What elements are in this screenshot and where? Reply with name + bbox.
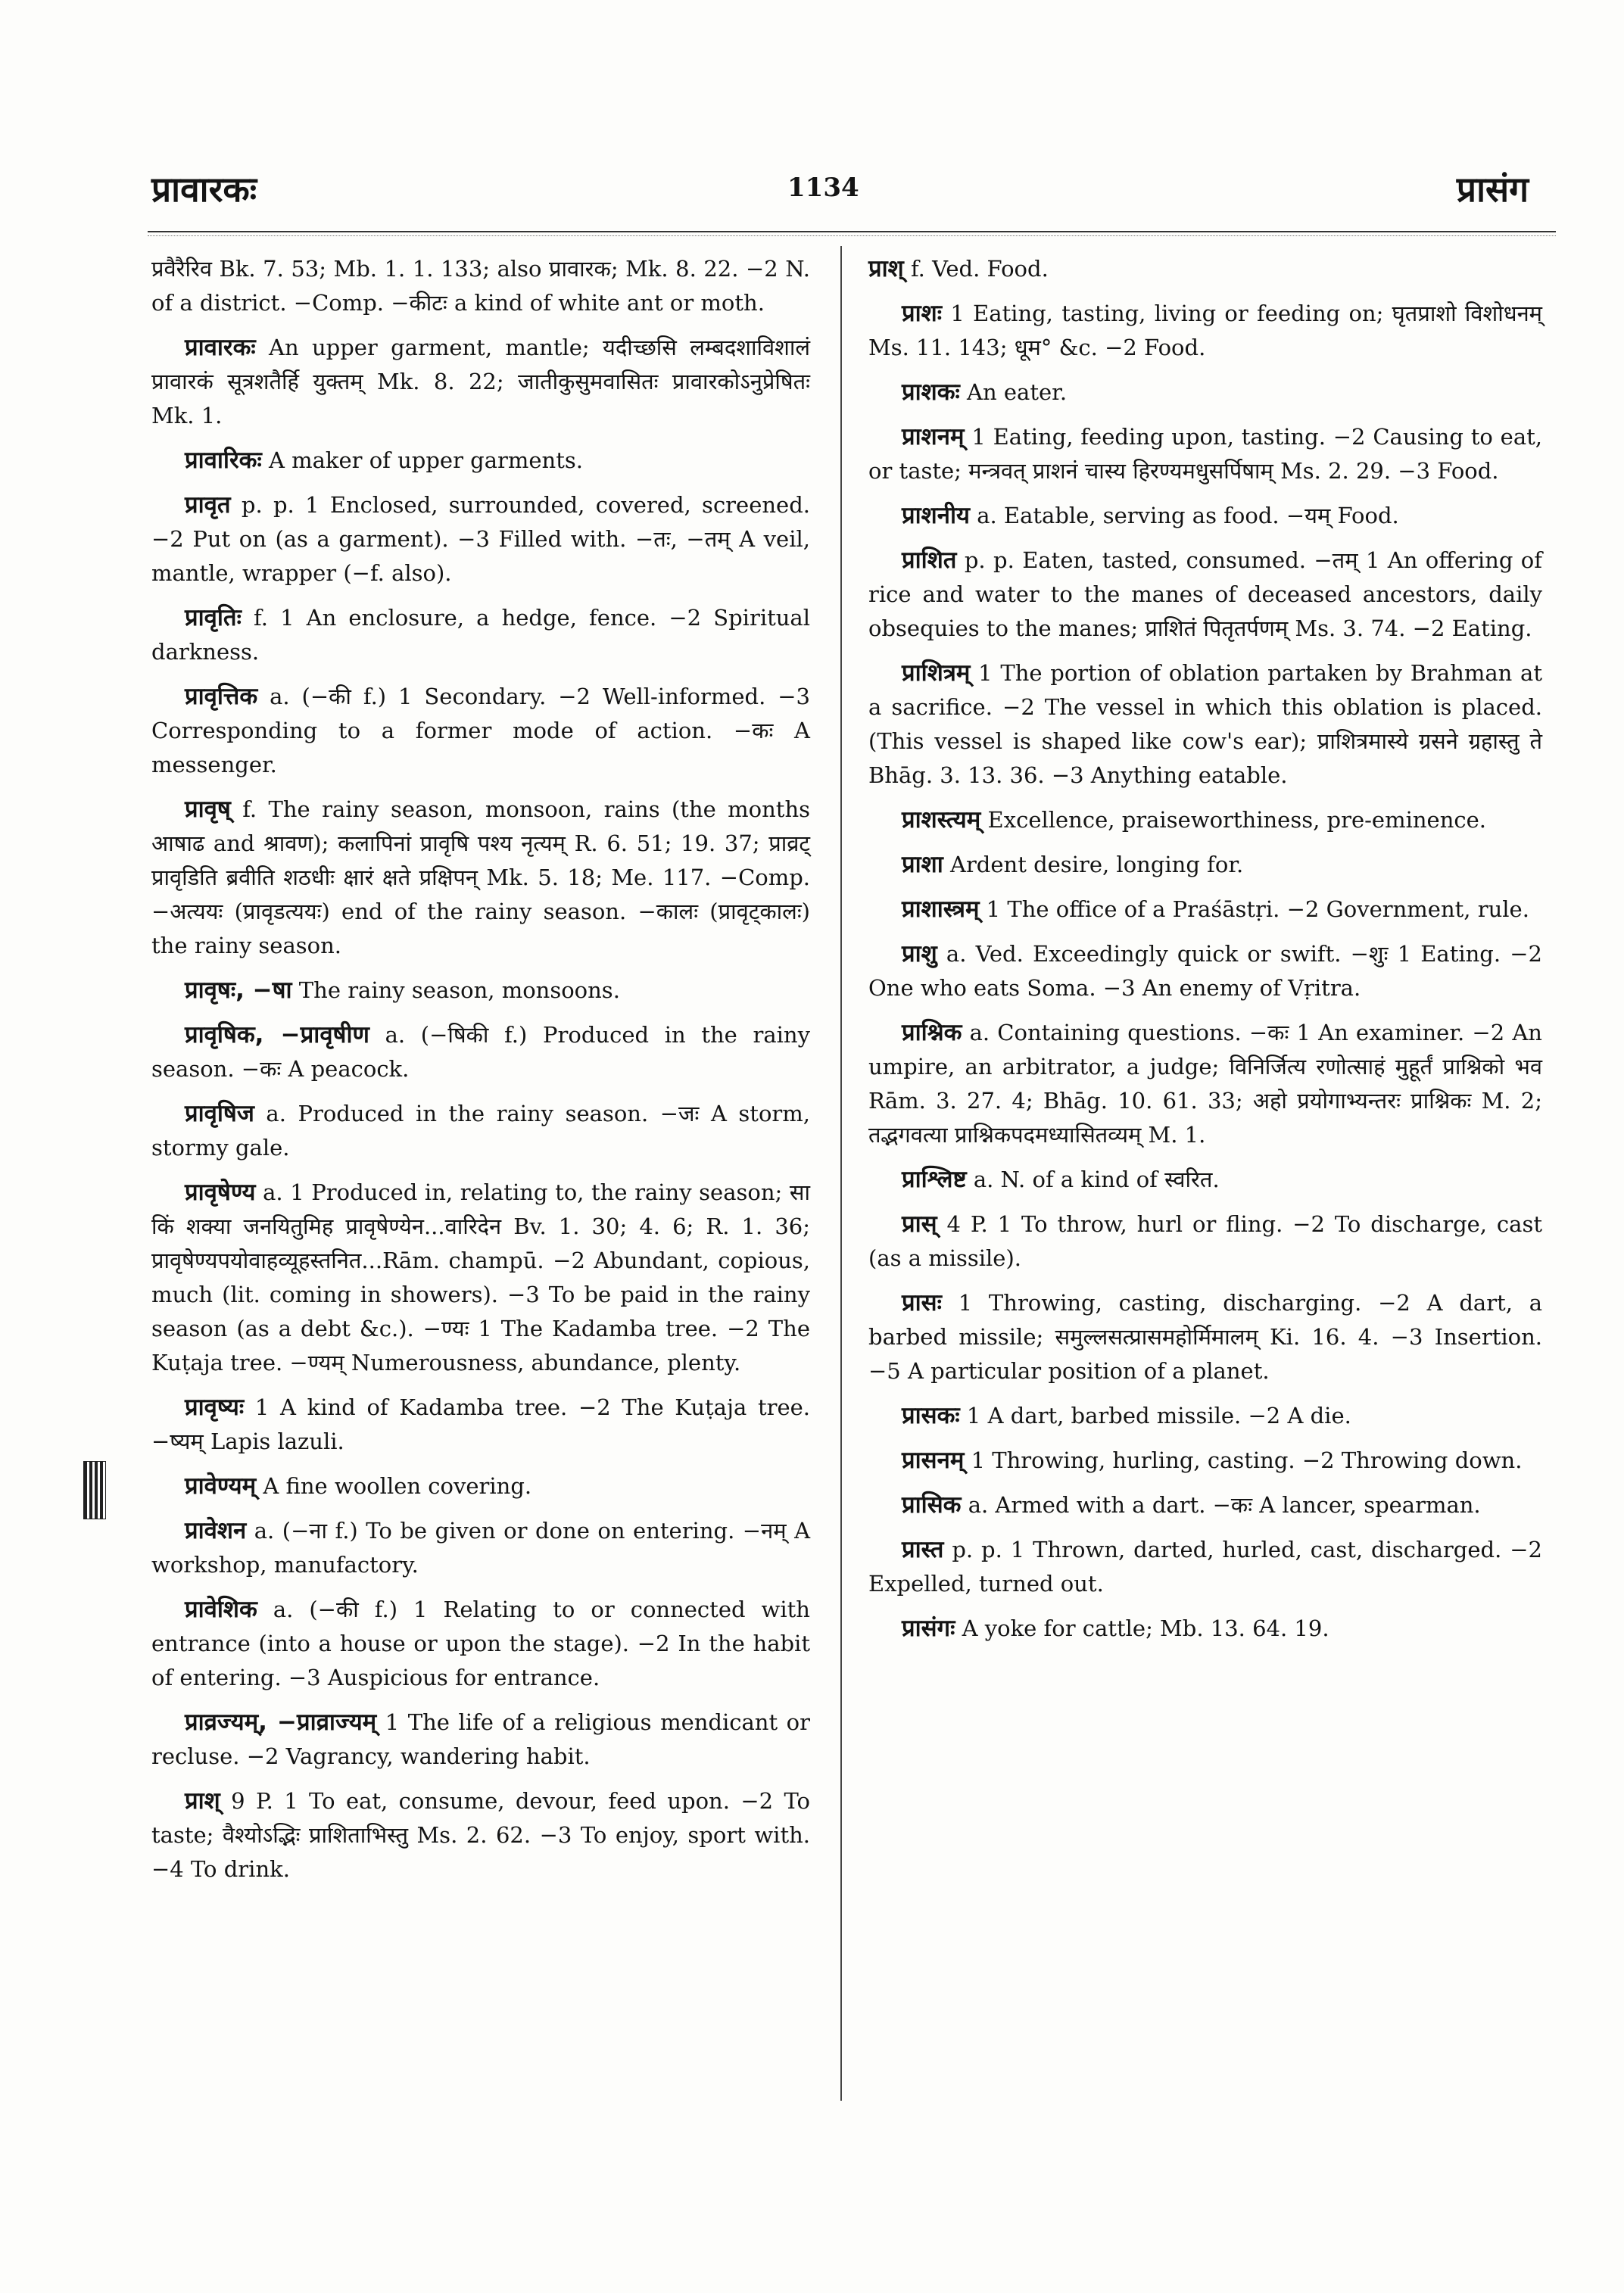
- dictionary-entry: [151, 1514, 810, 1582]
- column-divider: [840, 246, 842, 2101]
- dictionary-entry: [868, 848, 1542, 882]
- dictionary-entry: [151, 1706, 810, 1774]
- entry-definition: a. Containing questions. −कः 1 An examiner. −2 An umpire, an arbitrator, a judge; विनिर्जित्य रणोत्साहं मुहूर्तं प्राश्निको भव Rām. 3. 27. 4; Bhāg. 10. 61. 33; अहो प्रयोगाभ्यन्तरः प्राश्निकः M. 2; तद्भगवत्या प्राश्निकपदमध्यासितव्यम् M. 1.: [868, 1020, 1542, 1148]
- entry-definition: 1 Throwing, hurling, casting. −2 Throwing down.: [971, 1447, 1523, 1473]
- dictionary-entry: [151, 1784, 810, 1886]
- entry-headword: प्रास्: [902, 1210, 937, 1238]
- dictionary-entry: [868, 803, 1542, 837]
- dictionary-entry: [868, 1207, 1542, 1276]
- dictionary-entry: [151, 1593, 810, 1695]
- entry-definition: प्रवैरैरिव Bk. 7. 53; Mb. 1. 1. 133; also प्रावारक; Mk. 8. 22. −2 N. of a district. −Comp. −कीटः a kind of white ant or moth.: [151, 256, 810, 316]
- entry-definition: a. Eatable, serving as food. −यम् Food.: [977, 503, 1399, 528]
- dictionary-entry: [151, 1176, 810, 1380]
- dictionary-entry: [868, 544, 1542, 646]
- entry-headword: प्राश्: [185, 1787, 220, 1815]
- entry-definition: 4 P. 1 To throw, hurl or fling. −2 To discharge, cast (as a missile).: [868, 1211, 1542, 1271]
- dictionary-entry: [151, 1391, 810, 1459]
- entry-headword: प्रावारिकः: [185, 447, 262, 474]
- entry-headword: प्रासकः: [902, 1402, 960, 1429]
- dictionary-entry: [868, 1612, 1542, 1646]
- entry-headword: प्राशनम्: [902, 423, 965, 450]
- dictionary-entry: [868, 499, 1542, 533]
- dictionary-entry: [868, 297, 1542, 365]
- running-head-right: प्रासंग: [1456, 169, 1529, 210]
- entry-headword: प्रावृष्: [185, 796, 231, 823]
- entry-definition: A fine woollen covering.: [263, 1473, 532, 1499]
- entry-headword: प्राशनीय: [902, 502, 970, 529]
- dictionary-entry: [151, 444, 810, 478]
- dictionary-entry: [868, 252, 1542, 286]
- dictionary-entry: [151, 1018, 810, 1086]
- dictionary-entry: [151, 974, 810, 1008]
- dictionary-entry: [868, 937, 1542, 1005]
- dictionary-entry: [151, 488, 810, 590]
- entry-definition: f. The rainy season, monsoon, rains (the months आषाढ and श्रावण); कलापिनां प्रावृषि पश्य नृत्यम् R. 6. 51; 19. 37; प्राव्रट् प्रावृडिति ब्रवीति शठधीः क्षारं क्षते प्रक्षिपन् Mk. 5. 18; Me. 117. −Comp. −अत्ययः (प्रावृडत्ययः) end of the rainy season. −कालः (प्रावृट्कालः) the rainy season.: [151, 796, 811, 958]
- entry-headword: प्रावृतिः: [185, 604, 242, 631]
- entry-headword: प्रासः: [902, 1289, 942, 1316]
- dictionary-entry: [868, 375, 1542, 410]
- entry-headword: प्रावृषिक, −प्रावृषीण: [185, 1021, 369, 1048]
- dictionary-entry: [151, 331, 810, 433]
- entry-headword: प्रावेशिक: [185, 1596, 257, 1623]
- entry-definition: 1 The office of a Praśāstṛi. −2 Government, rule.: [986, 896, 1529, 922]
- entry-headword: प्राशस्त्यम्: [902, 806, 981, 833]
- entry-headword: प्राशित: [902, 547, 957, 574]
- entry-definition: An upper garment, mantle; यदीच्छसि लम्बदशाविशालं प्रावारकं सूत्रशतैर्हि युक्तम् Mk. 8. 22; जातीकुसुमवासितः प्रावारकोऽनुप्रेषितः Mk. 1.: [151, 335, 810, 428]
- dictionary-entry: [868, 420, 1542, 488]
- dictionary-entry: [868, 1444, 1542, 1478]
- dictionary-entry: [868, 1533, 1542, 1601]
- dictionary-entry: [868, 656, 1542, 793]
- entry-definition: p. p. 1 Enclosed, surrounded, covered, screened. −2 Put on (as a garment). −3 Filled with. −तः, −तम् A veil, mantle, wrapper (−f. also).: [151, 492, 810, 586]
- entry-definition: 1 A kind of Kadamba tree. −2 The Kuṭaja tree. −ष्यम् Lapis lazuli.: [151, 1394, 810, 1454]
- dictionary-entry: [151, 252, 810, 320]
- entry-headword: प्रावृषिज: [185, 1100, 254, 1127]
- entry-definition: 1 Eating, feeding upon, tasting. −2 Causing to eat, or taste; मन्त्रवत् प्राशनं चास्य हिरण्यमधुसर्पिषाम् Ms. 2. 29. −3 Food.: [868, 424, 1543, 484]
- right-column: [868, 252, 1542, 1656]
- entry-definition: 1 A dart, barbed missile. −2 A die.: [966, 1403, 1351, 1428]
- entry-definition: p. p. Eaten, tasted, consumed. −तम् 1 An offering of rice and water to the manes of deceased ancestors, daily obsequies to the manes; प्राशितं पितृतर्पणम् Ms. 3. 74. −2 Eating.: [868, 547, 1543, 641]
- running-head-left: प्रावारकः: [151, 169, 257, 210]
- entry-definition: An eater.: [967, 379, 1068, 405]
- entry-headword: प्रावारकः: [185, 334, 256, 361]
- entry-definition: a. N. of a kind of स्वरित.: [973, 1167, 1220, 1192]
- entry-definition: a. 1 Produced in, relating to, the rainy season; सा किं शक्या जनयितुमिह प्रावृषेण्येन...वारिदेन Bv. 1. 30; 4. 6; R. 1. 36; प्रावृषेण्यपयोवाहव्यूहस्तनित...Rām. champū. −2 Abundant, copious, much (lit. coming in showers). −3 To be paid in the rainy season (as a debt &c.). −ण्यः 1 The Kadamba tree. −2 The Kuṭaja tree. −ण्यम् Numerousness, abundance, plenty.: [151, 1179, 811, 1375]
- entry-headword: प्राव्रज्यम्, −प्राव्राज्यम्: [185, 1709, 377, 1736]
- entry-definition: p. p. 1 Thrown, darted, hurled, cast, discharged. −2 Expelled, turned out.: [868, 1537, 1542, 1597]
- dictionary-entry: [151, 680, 810, 782]
- entry-headword: प्राशः: [902, 300, 943, 327]
- entry-definition: a. Ved. Exceedingly quick or swift. −शुः 1 Eating. −2 One who eats Soma. −3 An enemy of Vṛitra.: [868, 941, 1542, 1001]
- entry-definition: A maker of upper garments.: [268, 447, 583, 473]
- header-rule-dotted: [148, 235, 1556, 236]
- entry-definition: a. (−की f.) 1 Secondary. −2 Well-informed. −3 Corresponding to a former mode of action. −कः A messenger.: [151, 684, 810, 777]
- entry-headword: प्रावेण्यम्: [185, 1472, 257, 1500]
- entry-headword: प्रासनम्: [902, 1447, 965, 1474]
- entry-definition: Ardent desire, longing for.: [950, 852, 1244, 877]
- entry-definition: a. Armed with a dart. −कः A lancer, spearman.: [968, 1492, 1481, 1518]
- entry-definition: f. 1 An enclosure, a hedge, fence. −2 Spiritual darkness.: [151, 605, 810, 665]
- entry-headword: प्रासंगः: [902, 1615, 955, 1642]
- entry-headword: प्राशकः: [902, 379, 960, 406]
- entry-headword: प्राश्निक: [902, 1019, 962, 1046]
- entry-headword: प्रावृत्तिक: [185, 683, 258, 710]
- entry-headword: प्राशु: [902, 940, 937, 967]
- entry-definition: a. (−ना f.) To be given or done on entering. −नम् A workshop, manufactory.: [151, 1518, 811, 1578]
- dictionary-entry: [151, 793, 810, 963]
- entry-headword: प्राश्लिष्ट: [902, 1166, 967, 1193]
- entry-definition: The rainy season, monsoons.: [298, 977, 620, 1003]
- entry-definition: Excellence, praiseworthiness, pre-eminence.: [987, 807, 1486, 833]
- entry-definition: 1 Eating, tasting, living or feeding on; घृतप्राशो विशोधनम् Ms. 11. 143; धूम° &c. −2 Food.: [868, 301, 1543, 360]
- entry-headword: प्रावृत: [185, 491, 231, 519]
- page-number: 1134: [787, 173, 859, 203]
- dictionary-entry: [868, 1016, 1542, 1152]
- dictionary-entry: [868, 1163, 1542, 1197]
- entry-definition: A yoke for cattle; Mb. 13. 64. 19.: [962, 1615, 1329, 1641]
- dictionary-entry: [868, 1488, 1542, 1522]
- entry-headword: प्रावृष्यः: [185, 1394, 245, 1421]
- left-column: [151, 252, 810, 1897]
- entry-definition: a. Produced in the rainy season. −जः A storm, stormy gale.: [151, 1101, 810, 1161]
- entry-headword: प्रासिक: [902, 1491, 962, 1519]
- entry-definition: 1 Throwing, casting, discharging. −2 A dart, a barbed missile; समुल्लसत्प्रासमहोर्मिमालम् Ki. 16. 4. −3 Insertion. −5 A particular position of a planet.: [868, 1290, 1543, 1384]
- entry-definition: 1 The life of a religious mendicant or recluse. −2 Vagrancy, wandering habit.: [151, 1709, 810, 1769]
- entry-definition: 1 The portion of oblation partaken by Brahman at a sacrifice. −2 The vessel in which this oblation is placed. (This vessel is shaped like cow's ear); प्राशित्रमास्ये ग्रसने ग्रहास्तु ते Bhāg. 3. 13. 36. −3 Anything eatable.: [868, 660, 1543, 788]
- dictionary-entry: [151, 1469, 810, 1503]
- entry-headword: प्रावेशन: [185, 1517, 247, 1544]
- entry-definition: f. Ved. Food.: [910, 256, 1049, 282]
- entry-headword: प्रावृषेण्य: [185, 1179, 256, 1206]
- entry-headword: प्राशास्त्रम्: [902, 896, 980, 923]
- entry-headword: प्राश्: [868, 255, 904, 282]
- dictionary-entry: [151, 1097, 810, 1165]
- dictionary-entry: [868, 893, 1542, 927]
- dictionary-entry: [868, 1399, 1542, 1433]
- entry-headword: प्रावृषः, −षा: [185, 977, 292, 1004]
- entry-headword: प्रास्त: [902, 1536, 944, 1563]
- entry-definition: a. (−षिकी f.) Produced in the rainy season. −कः A peacock.: [151, 1022, 810, 1082]
- entry-headword: प्राशित्रम्: [902, 659, 971, 687]
- dictionary-entry: [868, 1286, 1542, 1388]
- dictionary-entry: [151, 601, 810, 669]
- entry-headword: प्राशा: [902, 851, 943, 878]
- margin-mark: [83, 1461, 106, 1519]
- entry-definition: 9 P. 1 To eat, consume, devour, feed upon. −2 To taste; वैश्योऽद्भिः प्राशिताभिस्तु Ms. 2. 62. −3 To enjoy, sport with. −4 To drink.: [151, 1788, 811, 1882]
- entry-definition: a. (−की f.) 1 Relating to or connected with entrance (into a house or upon the stage). −2 In the habit of entering. −3 Auspicious for entrance.: [151, 1597, 810, 1690]
- header-rule: [148, 231, 1556, 232]
